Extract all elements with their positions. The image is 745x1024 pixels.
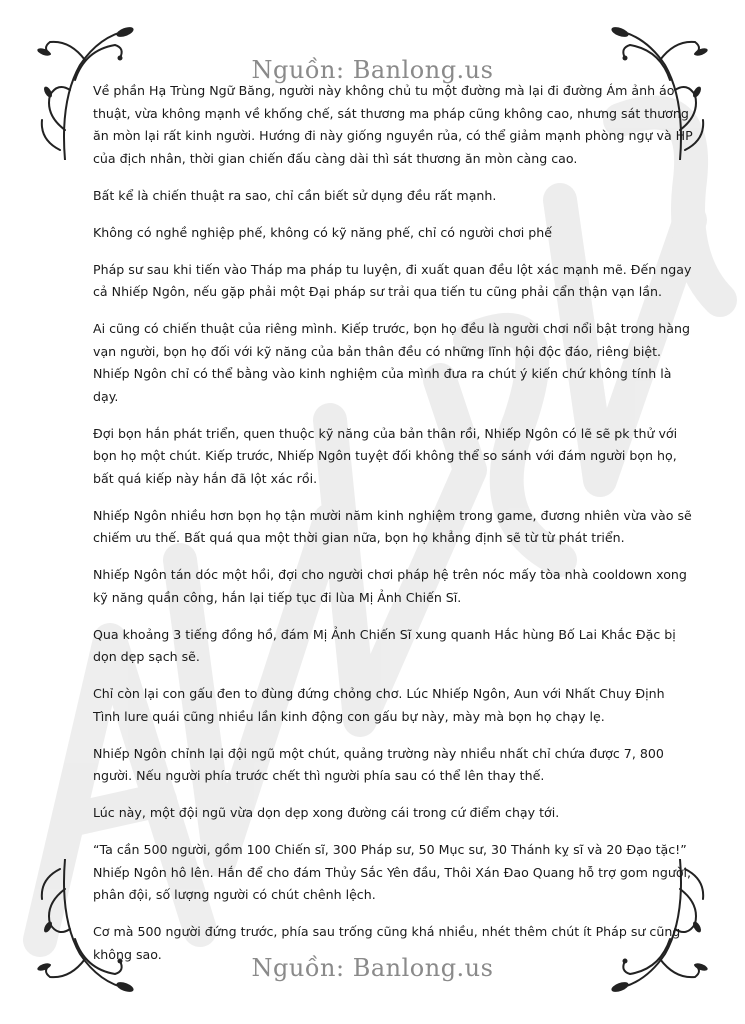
paragraph: Đợi bọn hắn phát triển, quen thuộc kỹ năng của bản thân rồi, Nhiếp Ngôn có lẽ sẽ pk thử với bọn họ một chút. Kiếp trước, Nhiếp Ngôn tuyệt đối không thể so sánh với đám người bọn họ, bất quá kiếp này hắn đã lột xác rồi. (93, 425, 678, 486)
source-header: Nguồn: Banlong.us (251, 56, 494, 84)
paragraph: Ai cũng có chiến thuật của riêng mình. Kiếp trước, bọn họ đều là người chơi nổi bật trong hàng vạn người, bọn họ đối với kỹ năng của bản thân đều có những lĩnh hội độc đáo, riêng biệt. Nhiếp Ngôn chỉ có thể bằng vào kinh nghiệm của mình đưa ra chút ý kiến chứ không tính là dạy. (93, 321, 690, 404)
paragraph: Pháp sư sau khi tiến vào Tháp ma pháp tu luyện, đi xuất quan đều lột xác mạnh mẽ. Đến ngay cả Nhiếp Ngôn, nếu gặp phải một Đại pháp sư trải qua tiến tu cũng phải cẩn thận vạn lần. (93, 261, 692, 299)
paragraph: Lúc này, một đội ngũ vừa dọn dẹp xong đường cái trong cứ điểm chạy tới. (93, 805, 560, 820)
paragraph: Nhiếp Ngôn chỉnh lại đội ngũ một chút, quảng trường này nhiều nhất chỉ chứa được 7, 800 người. Nếu người phía trước chết thì người phía sau có thể lên thay thế. (93, 745, 664, 783)
paragraph: Về phần Hạ Trùng Ngữ Băng, người này không chủ tu một đường mà lại đi đường Ám ảnh áo thuật, vừa không mạnh về khống chế, sát thương ma pháp cũng không cao, nhưng sát thương ăn mòn lại rất kinh người. Hướng đi này giống nguyền rủa, có thể giảm mạnh phòng ngự và HP của địch nhân, thời gian chiến đấu càng dài thì sát thương ăn mòn càng cao. (93, 83, 693, 166)
paragraph: Cơ mà 500 người đứng trước, phía sau trống cũng khá nhiều, nhét thêm chút ít Pháp sư cũng không sao. (93, 924, 681, 962)
paragraph: “Ta cần 500 người, gồm 100 Chiến sĩ, 300 Pháp sư, 50 Mục sư, 30 Thánh kỵ sĩ và 20 Đạo tặc!” Nhiếp Ngôn hô lên. Hắn để cho đám Thủy Sắc Yên đầu, Thôi Xán Đao Quang hỗ trợ gom người, phân đội, số lượng người có chút chênh lệch. (93, 842, 692, 902)
paragraph: Chỉ còn lại con gấu đen to đùng đứng chỏng chơ. Lúc Nhiếp Ngôn, Aun với Nhất Chuy Định Tình lure quái cũng nhiều lần kinh động con gấu bự này, mày mà bọn họ chạy lẹ. (93, 686, 665, 724)
document-body (93, 80, 693, 981)
paragraph: Qua khoảng 3 tiếng đồng hồ, đám Mị Ảnh Chiến Sĩ xung quanh Hắc hùng Bố Lai Khắc Đặc bị dọn dẹp sạch sẽ. (93, 626, 676, 664)
source-footer: Nguồn: Banlong.us (251, 954, 494, 982)
paragraph: Không có nghề nghiệp phế, không có kỹ năng phế, chỉ có người chơi phế (93, 224, 552, 240)
paragraph: Nhiếp Ngôn nhiều hơn bọn họ tận mười năm kinh nghiệm trong game, đương nhiên vừa vào sẽ chiếm ưu thế. Bất quá qua một thời gian nữa, bọn họ khẳng định sẽ từ từ phát triển. (93, 507, 692, 545)
paragraph: Nhiếp Ngôn tán dóc một hồi, đợi cho người chơi pháp hệ trên nóc mấy tòa nhà cooldown xong kỹ năng quần công, hắn lại tiếp tục đi lùa Mị Ảnh Chiến Sĩ. (93, 567, 687, 605)
paragraph: Bất kể là chiến thuật ra sao, chỉ cần biết sử dụng đều rất mạnh. (93, 187, 497, 203)
